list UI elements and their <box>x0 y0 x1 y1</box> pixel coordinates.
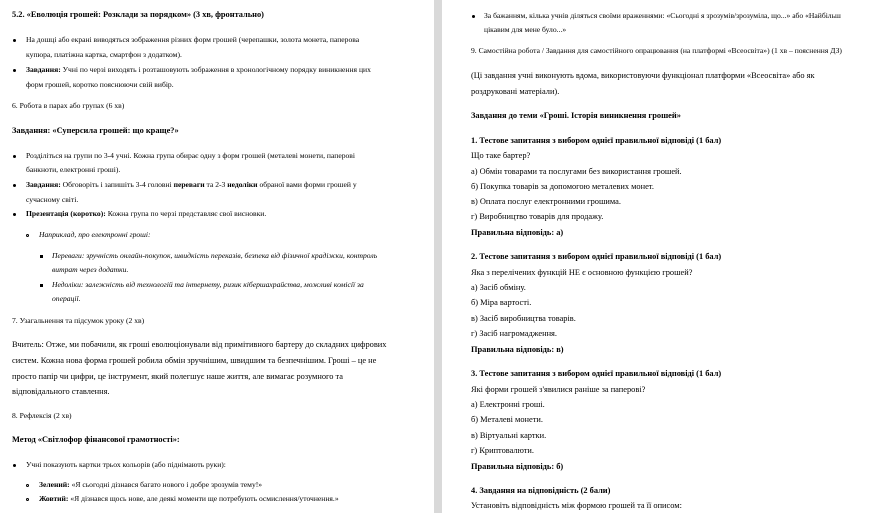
green-card-text: Зелений: «Я сьогодні дізнався багато нового і добре зрозумів тему!» <box>39 480 263 489</box>
bullet-text-cont: форм грошей, коротко пояснюючи свій вибір. <box>26 80 174 89</box>
question-4-heading: 4. Завдання на відповідність (2 бали) <box>471 486 611 495</box>
bullet-icon <box>472 15 475 18</box>
question-4-text: Установіть відповідність між формою грошей та її описом: <box>471 501 682 510</box>
question-1-option-b: б) Покупка товарів за допомогою металевих монет. <box>471 182 654 191</box>
question-3-text: Які форми грошей з'явилися раніше за паперові? <box>471 385 646 394</box>
bullet-icon <box>13 213 16 216</box>
document-page-left <box>0 0 434 513</box>
bullet-icon <box>13 155 16 158</box>
teacher-paragraph-line: систем. Кожна нова форма грошей робила обмін зручнішим, швидшим та безпечнішим. Гроші – це не <box>12 356 377 365</box>
teacher-paragraph-line: відповідального ставлення. <box>12 387 110 396</box>
question-1-option-d: г) Виробництво товарів для продажу. <box>471 212 604 221</box>
bullet-square-icon <box>40 284 43 287</box>
bullet-text: Учні показують картки трьох кольорів (або піднімають руки): <box>26 460 226 469</box>
question-1-answer: Правильна відповідь: а) <box>471 228 564 237</box>
question-3-option-a: а) Електронні гроші. <box>471 400 545 409</box>
section-heading-7: 7. Узагальнення та підсумок уроку (2 хв) <box>12 316 145 325</box>
bullet-text-cont: сучасному світі. <box>26 195 79 204</box>
question-1-option-c: в) Оплата послуг електронними грошима. <box>471 197 621 206</box>
example-disadvantages-cont: операції. <box>52 294 81 303</box>
bullet-text: Розділіться на групи по 3-4 учні. Кожна група обирає одну з форм грошей (металеві монети, паперові <box>26 151 355 160</box>
example-heading: Наприклад, про електронні гроші: <box>39 230 151 239</box>
topic-heading: Завдання до теми «Гроші. Історія виникнення грошей» <box>471 111 681 120</box>
bullet-icon <box>13 69 16 72</box>
paragraph-line: (Ці завдання учні виконують вдома, використовуючи функціонал платформи «Всеосвіта» або як <box>471 71 815 80</box>
question-1-option-a: а) Обмін товарами та послугами без використання грошей. <box>471 167 682 176</box>
bullet-text-cont: цікавим для мене було...» <box>484 25 567 34</box>
yellow-card-text: Жовтий: «Я дізнався щось нове, але деякі моменти ще потребують осмислення/уточнення.» <box>39 494 339 503</box>
example-disadvantages: Недоліки: залежність від технологій та інтернету, ризик кібершахрайства, можливі комісії за <box>52 280 364 289</box>
method-heading: Метод «Світлофор фінансової грамотності»: <box>12 435 180 444</box>
task-heading: Завдання: «Суперсила грошей: що краще?» <box>12 126 179 135</box>
bullet-square-icon <box>40 255 43 258</box>
bullet-icon <box>13 464 16 467</box>
section-heading-8: 8. Рефлексія (2 хв) <box>12 411 72 420</box>
bullet-circle-icon <box>26 498 29 501</box>
bullet-text: Презентація (коротко): Кожна група по черзі представляє свої висновки. <box>26 209 267 218</box>
section-heading-9: 9. Самостійна робота / Завдання для самостійного опрацювання (на платформі «Всеосвіта») (1 хв – пояснення ДЗ) <box>471 46 842 55</box>
example-advantages-cont: витрат через додатки. <box>52 265 129 274</box>
section-heading-6: 6. Робота в парах або групах (6 хв) <box>12 101 125 110</box>
question-3-option-b: б) Металеві монети. <box>471 415 543 424</box>
question-2-option-c: в) Засіб виробництва товарів. <box>471 314 576 323</box>
teacher-paragraph-line: Вчитель: Отже, ми побачили, як гроші еволюціонували від примітивного бартеру до складних цифрових <box>12 340 387 349</box>
question-2-option-a: а) Засіб обміну. <box>471 283 526 292</box>
question-2-option-d: г) Засіб нагромадження. <box>471 329 558 338</box>
bullet-circle-icon <box>26 484 29 487</box>
bullet-text: За бажанням, кілька учнів діляться своїми враженнями: «Сьогодні я зрозумів/зрозуміла, що...» або «Найбільш <box>484 11 841 20</box>
question-3-option-c: в) Віртуальні картки. <box>471 431 547 440</box>
question-2-answer: Правильна відповідь: в) <box>471 345 564 354</box>
bullet-text: На дошці або екрані виводяться зображення різних форм грошей (черепашки, золота монета, паперова <box>26 35 360 44</box>
bullet-text: Завдання: Обговоріть і запишіть 3-4 головні переваги та 2-3 недоліки обраної вами форми грошей у <box>26 180 357 189</box>
question-1-text: Що таке бартер? <box>471 151 531 160</box>
question-3-answer: Правильна відповідь: б) <box>471 462 564 471</box>
question-2-text: Яка з перелічених функцій НЕ є основною функцією грошей? <box>471 268 693 277</box>
example-advantages: Переваги: зручність онлайн-покупок, швидкість переказів, безпека від фізичної крадіжки, контроль <box>52 251 378 260</box>
bullet-text-cont: банкноти, електронні гроші). <box>26 165 121 174</box>
section-heading-5-2: 5.2. «Еволюція грошей: Розклади за порядком» (3 хв, фронтально) <box>12 10 264 19</box>
bullet-text: Завдання: Учні по черзі виходять і розташовують зображення в хронологічному порядку виникнення цих <box>26 65 371 74</box>
paragraph-line: роздруковані матеріали). <box>471 87 560 96</box>
bullet-icon <box>13 39 16 42</box>
teacher-paragraph-line: просто папір чи цифри, це інструмент, який полегшує наше життя, але вимагає розумного та <box>12 372 344 381</box>
bullet-text-cont: купюра, платіжна картка, смартфон з додатком). <box>26 50 182 59</box>
question-3-heading: 3. Тестове запитання з вибором однієї правильної відповіді (1 бал) <box>471 369 722 378</box>
question-3-option-d: г) Криптовалюти. <box>471 446 534 455</box>
document-page-right <box>442 0 884 513</box>
question-2-heading: 2. Тестове запитання з вибором однієї правильної відповіді (1 бал) <box>471 252 722 261</box>
bullet-icon <box>13 184 16 187</box>
question-2-option-b: б) Міра вартості. <box>471 298 532 307</box>
bullet-circle-icon <box>26 234 29 237</box>
question-1-heading: 1. Тестове запитання з вибором однієї правильної відповіді (1 бал) <box>471 136 722 145</box>
